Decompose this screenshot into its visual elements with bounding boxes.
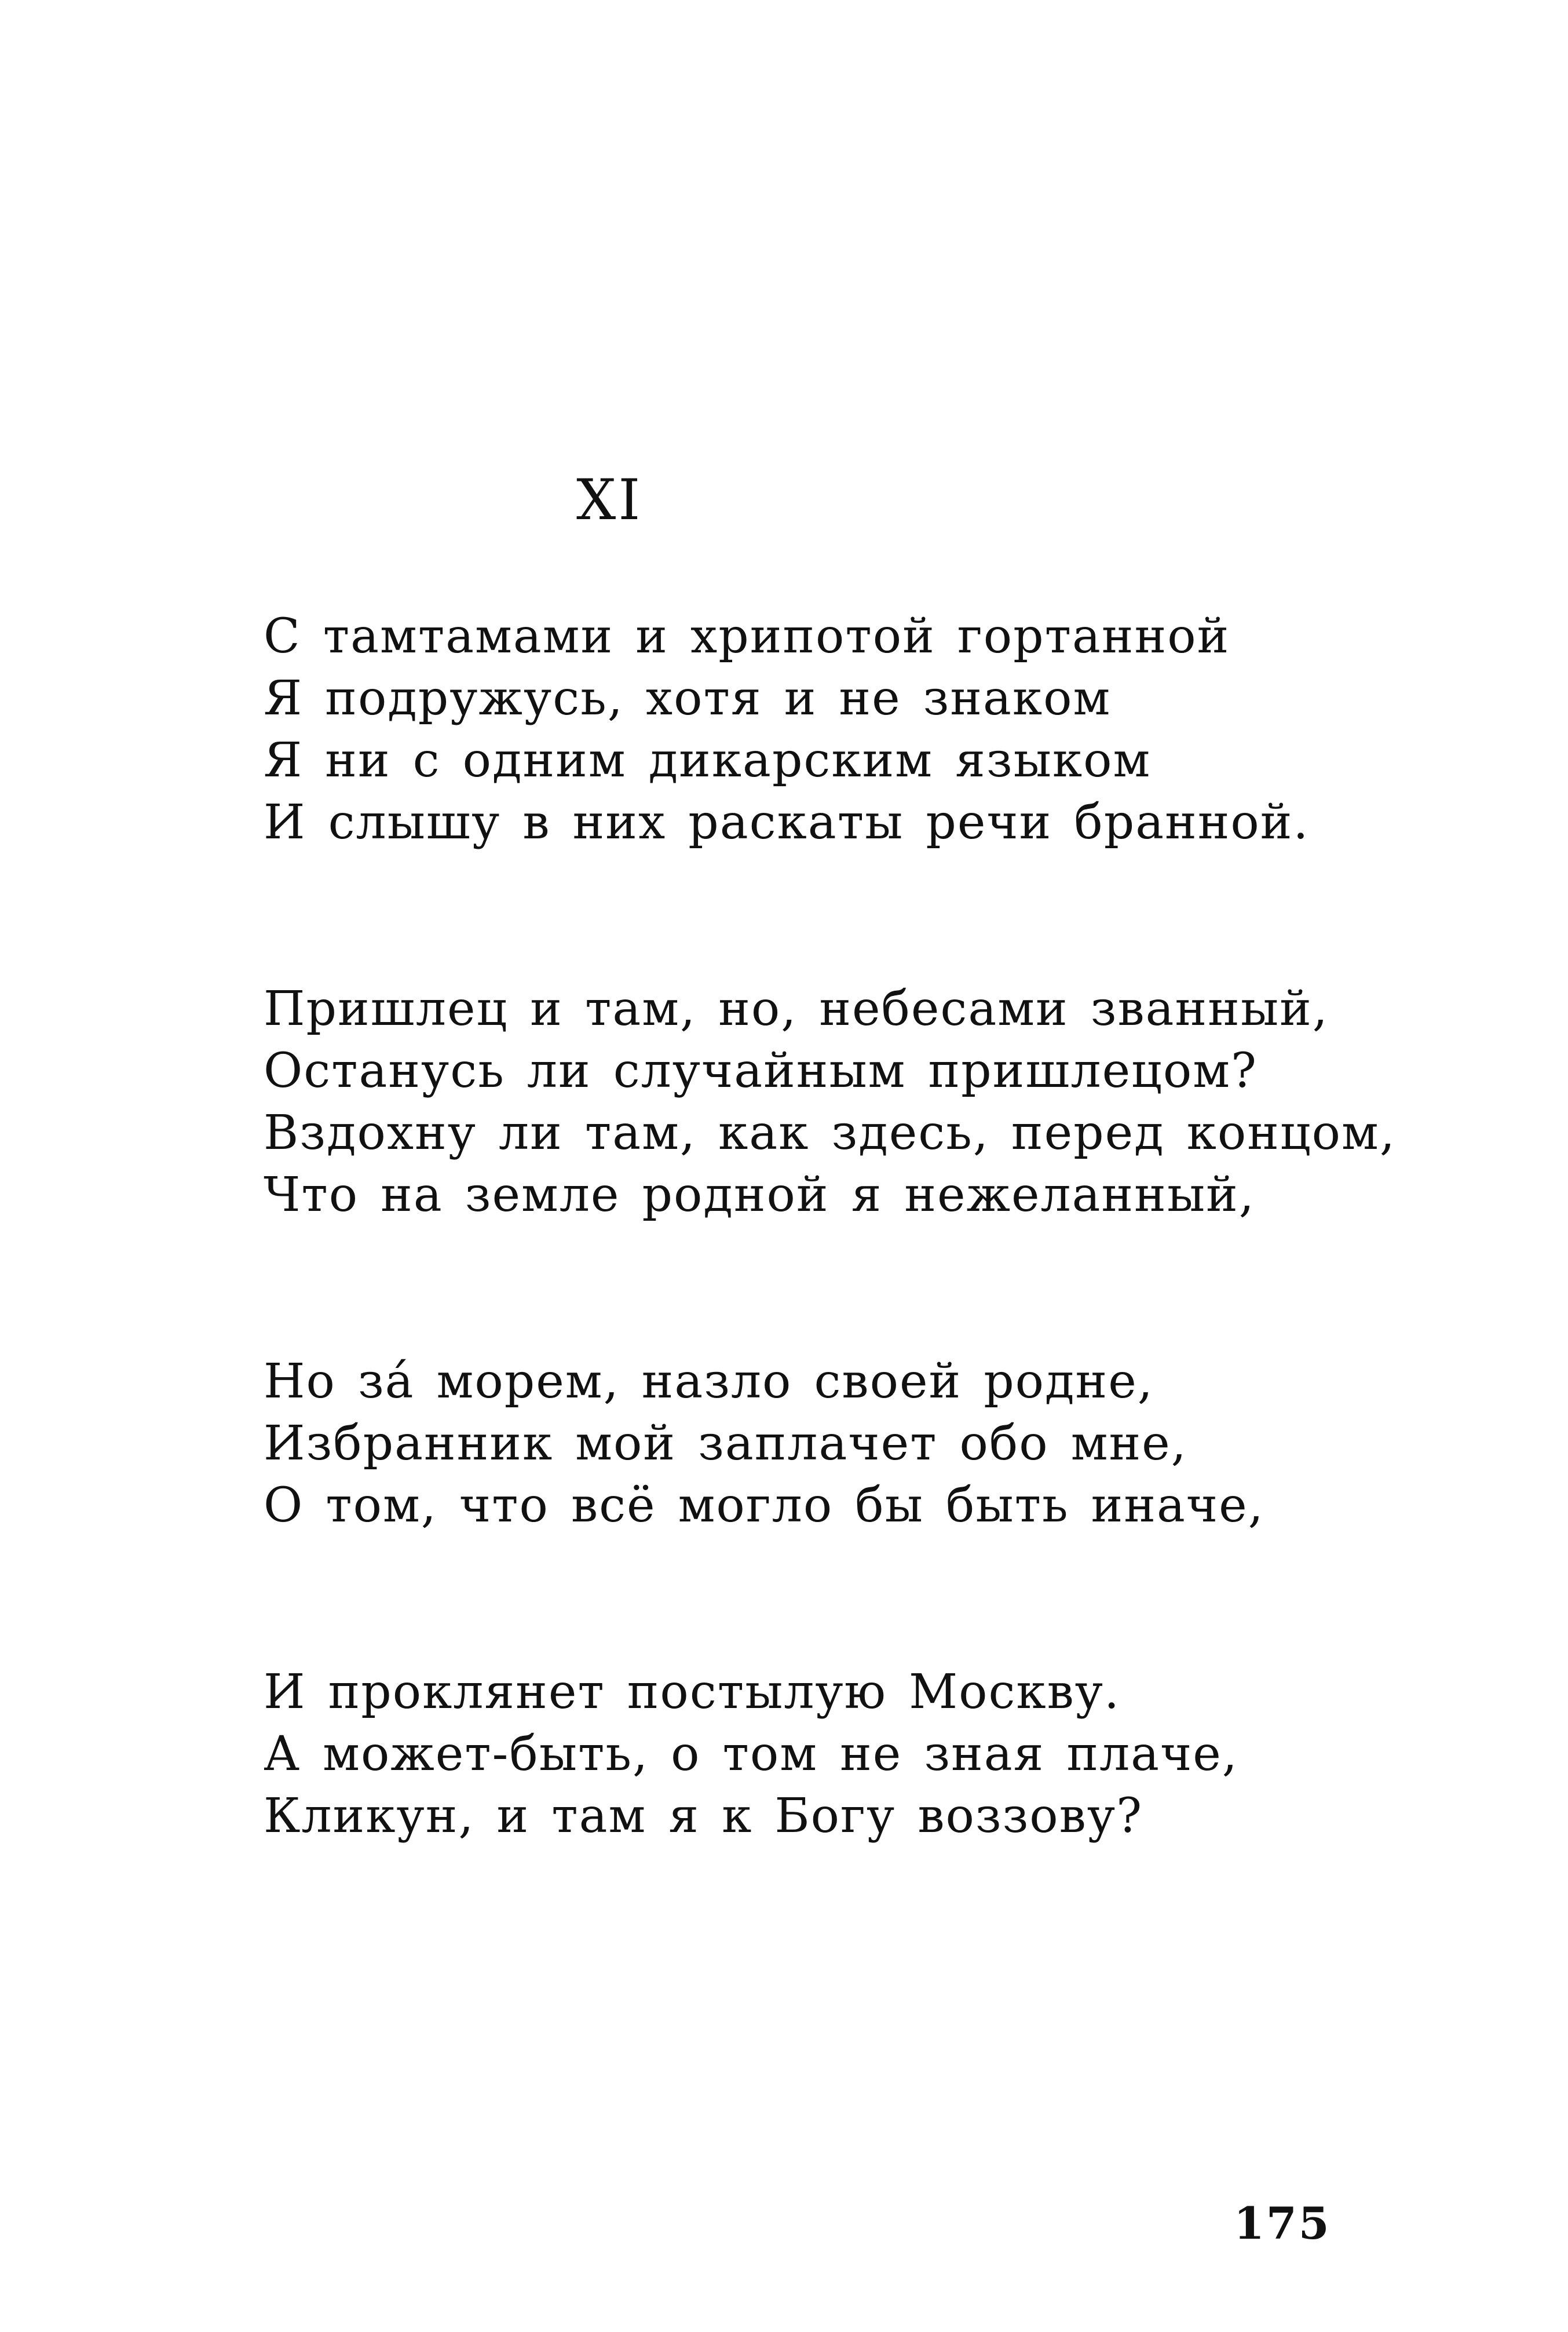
poem-line: С тамтамами и хрипотой гортанной bbox=[264, 609, 1230, 664]
poem-line: Избранник мой заплачет обо мне, bbox=[264, 1416, 1187, 1471]
poem-line: Вздохну ли там, как здесь, перед концом, bbox=[264, 1105, 1396, 1160]
poem-line: Я ни с одним дикарским языком bbox=[264, 733, 1152, 788]
poem-line: А может-быть, о том не зная плаче, bbox=[264, 1727, 1238, 1782]
stanza-4 bbox=[264, 1661, 1364, 1847]
poem-line: И проклянет постылую Москву. bbox=[264, 1665, 1121, 1720]
poem bbox=[264, 605, 1396, 1972]
poem-line: Пришлец и там, но, небесами званный, bbox=[264, 981, 1329, 1037]
poem-line: Кликун, и там я к Богу воззову? bbox=[264, 1789, 1143, 1844]
stanza-1 bbox=[264, 605, 1364, 853]
stanza-3 bbox=[264, 1351, 1364, 1537]
poem-line: Что на земле родной я нежеланный, bbox=[264, 1167, 1255, 1222]
poem-line: Останусь ли случайным пришлецом? bbox=[264, 1043, 1258, 1099]
poem-line: Я подружусь, хотя и не знаком bbox=[264, 671, 1112, 726]
poem-line: О том, что всё могло бы быть иначе, bbox=[264, 1478, 1264, 1533]
section-number: XI bbox=[576, 468, 643, 532]
stanza-2 bbox=[264, 978, 1396, 1226]
poem-line: И слышу в них раскаты речи бранной. bbox=[264, 795, 1310, 850]
poem-line: Но зá морем, назло своей родне, bbox=[264, 1354, 1154, 1409]
page-number: 175 bbox=[1234, 2198, 1331, 2249]
